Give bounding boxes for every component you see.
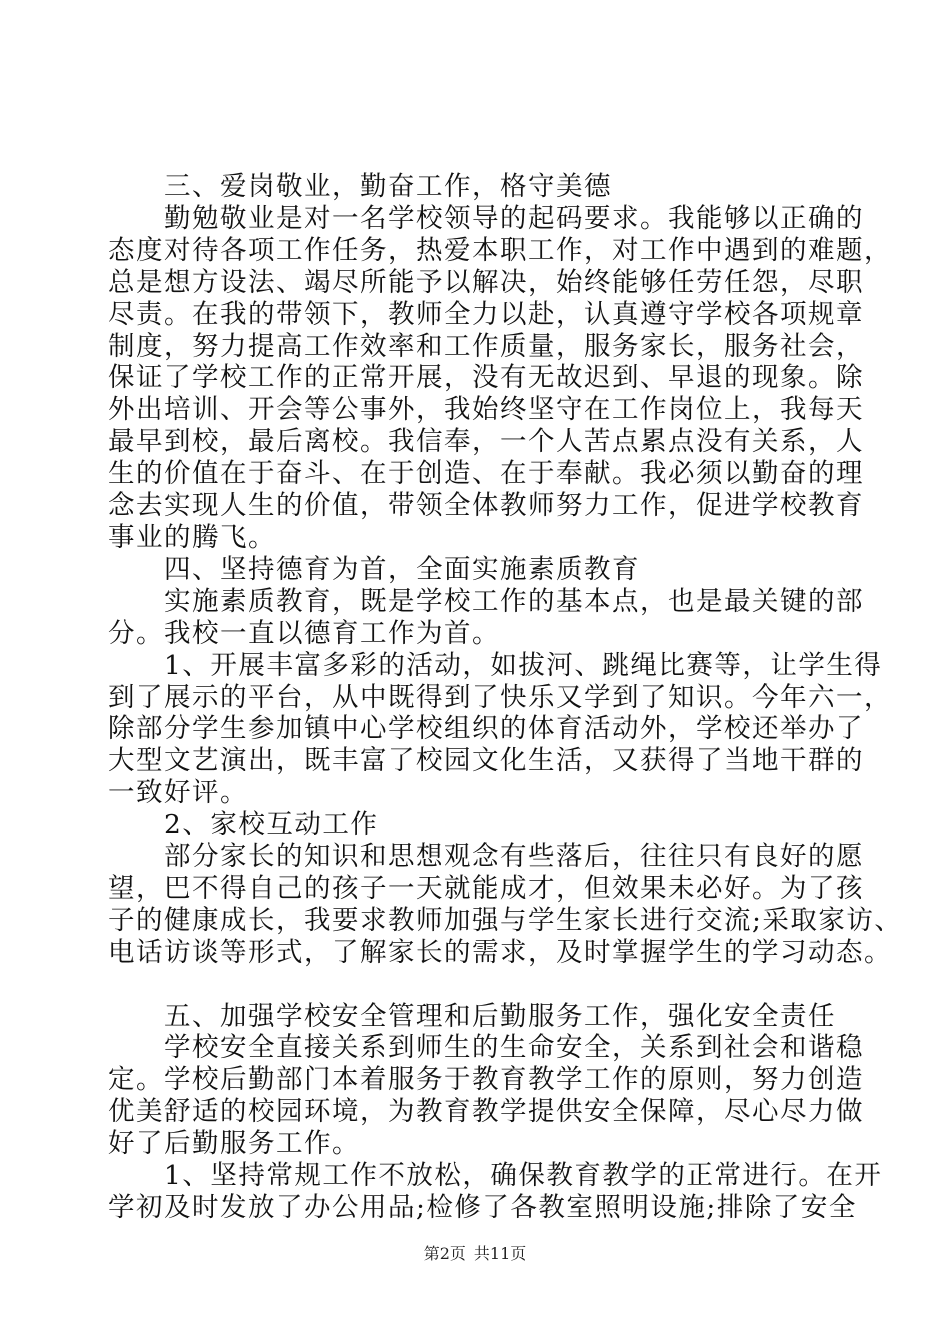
page-number: 第2页	[423, 1244, 466, 1263]
text-line: 1、开展丰富多彩的活动，如拔河、跳绳比赛等，让学生得	[108, 649, 883, 681]
text-line: 最早到校，最后离校。我信奉，一个人苦点累点没有关系，人	[108, 426, 864, 458]
text-line: 到了展示的平台，从中既得到了快乐又学到了知识。今年六一，	[108, 681, 892, 713]
text-line: 子的健康成长，我要求教师加强与学生家长进行交流;采取家访、	[108, 904, 903, 936]
text-line: 望，巴不得自己的孩子一天就能成才，但效果未必好。为了孩	[108, 872, 864, 904]
text-line: 念去实现人生的价值，带领全体教师努力工作，促进学校教育	[108, 490, 864, 522]
text-line: 实施素质教育，既是学校工作的基本点，也是最关键的部	[108, 585, 864, 617]
text-line: 制度，努力提高工作效率和工作质量，服务家长，服务社会，	[108, 330, 864, 362]
text-line: 学校安全直接关系到师生的生命安全，关系到社会和谐稳	[108, 1032, 864, 1064]
text-line: 定。学校后勤部门本着服务于教育教学工作的原则，努力创造	[108, 1064, 864, 1096]
text-line: 外出培训、开会等公事外，我始终坚守在工作岗位上，我每天	[108, 394, 864, 426]
text-line: 分。我校一直以德育工作为首。	[108, 617, 500, 649]
text-line: 好了后勤服务工作。	[108, 1128, 360, 1160]
text-line: 部分家长的知识和思想观念有些落后，往往只有良好的愿	[108, 841, 864, 873]
text-line: 保证了学校工作的正常开展，没有无故迟到、早退的现象。除	[108, 362, 864, 394]
total-pages: 共11页	[473, 1244, 527, 1263]
text-line: 学初及时发放了办公用品;检修了各教室照明设施;排除了安全	[108, 1192, 857, 1223]
page-footer	[0, 1244, 950, 1264]
text-line: 大型文艺演出，既丰富了校园文化生活，又获得了当地干群的	[108, 745, 864, 777]
heading-section-3: 三、爱岗敬业，勤奋工作，格守美德	[108, 171, 612, 202]
heading-section-5: 五、加强学校安全管理和后勤服务工作，强化安全责任	[108, 1000, 836, 1032]
text-line: 勤勉敬业是对一名学校领导的起码要求。我能够以正确的	[108, 202, 864, 234]
text-line: 态度对待各项工作任务，热爱本职工作，对工作中遇到的难题，	[108, 234, 892, 266]
subheading: 2、家校互动工作	[108, 809, 379, 841]
text-line: 生的价值在于奋斗、在于创造、在于奉献。我必须以勤奋的理	[108, 458, 864, 490]
text-line: 1、坚持常规工作不放松，确保教育教学的正常进行。在开	[108, 1160, 883, 1192]
text-line: 优美舒适的校园环境，为教育教学提供安全保障，尽心尽力做	[108, 1096, 864, 1128]
text-line: 电话访谈等形式，了解家长的需求，及时掌握学生的学习动态。	[108, 936, 892, 968]
text-line: 一致好评。	[108, 777, 248, 809]
heading-section-4: 四、坚持德育为首，全面实施素质教育	[108, 553, 640, 585]
text-line: 除部分学生参加镇中心学校组织的体育活动外，学校还举办了	[108, 713, 864, 745]
text-line: 尽责。在我的带领下，教师全力以赴，认真遵守学校各项规章	[108, 298, 864, 330]
text-line: 总是想方设法、竭尽所能予以解决，始终能够任劳任怨，尽职	[108, 266, 864, 298]
text-line: 事业的腾飞。	[108, 521, 276, 553]
